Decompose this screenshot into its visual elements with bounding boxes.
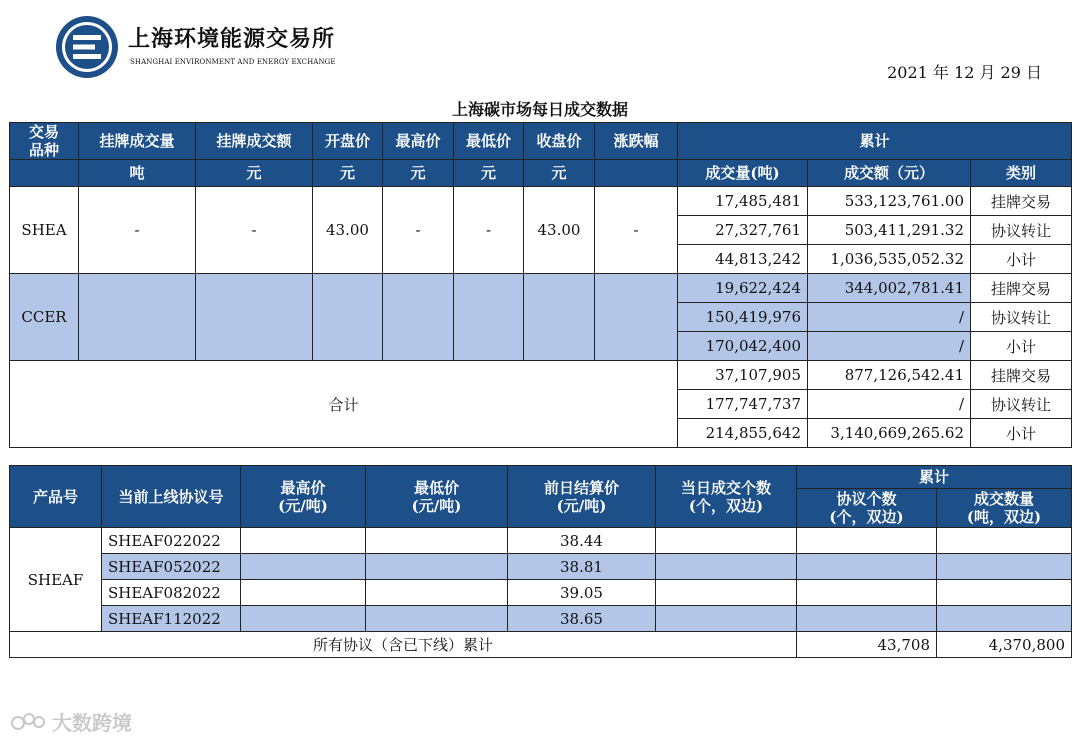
low-price: - [454,187,524,274]
cum-volume: 19,622,424 [678,274,808,303]
cum-count [797,528,937,554]
table-row [10,554,1072,580]
cum-amount: / [808,390,971,419]
col-cum-count-label: 协议个数 [836,490,897,508]
cum-count [797,554,937,580]
col-cum-qty-unit: (吨，双边) [966,508,1042,526]
col-cum-count [797,489,937,528]
table-row [10,606,1072,632]
cum-amount: 533,123,761.00 [808,187,971,216]
col-low-label: 最低价 [413,478,459,497]
listed-volume: - [79,187,196,274]
close-price [524,274,595,361]
low-price [366,528,508,554]
col-cum-qty-label: 成交数量 [973,490,1034,508]
listed-amount [196,274,313,361]
total-label: 合计 [10,361,678,448]
cum-volume: 214,855,642 [678,419,808,448]
col-cum-type: 类别 [971,160,1072,187]
cum-amount: / [808,303,971,332]
cum-qty [937,606,1072,632]
table-unit-row [10,160,1072,187]
high-price [241,580,366,606]
high-price [241,554,366,580]
high-price: - [383,187,454,274]
futures-contract-table [9,465,1072,658]
table-row [10,187,1072,216]
settle-price: 39.05 [508,580,656,606]
col-cum-qty [937,489,1072,528]
low-price [366,580,508,606]
watermark [10,707,132,736]
cum-type: 小计 [971,419,1072,448]
contract-id: SHEAF022022 [102,528,241,554]
cum-type: 挂牌交易 [971,274,1072,303]
change-pct: - [595,187,678,274]
total-cum-count: 43,708 [797,632,937,658]
col-daily-count [656,466,797,528]
unit-listed-amount: 元 [196,160,313,187]
col-low [366,466,508,528]
cum-volume: 170,042,400 [678,332,808,361]
report-date: 2021 年 12 月 29 日 [887,63,1042,82]
col-high [241,466,366,528]
col-high: 最高价 [383,123,454,160]
open-price [313,274,383,361]
table-header-row [10,466,1072,489]
col-count-label: 当日成交个数 [680,478,771,497]
col-open: 开盘价 [313,123,383,160]
unit-high: 元 [383,160,454,187]
unit-open: 元 [313,160,383,187]
org-name-en: SHANGHAI ENVIRONMENT AND ENERGY EXCHANGE [130,58,336,66]
unit-close: 元 [524,160,595,187]
cum-volume: 44,813,242 [678,245,808,274]
cum-type: 挂牌交易 [971,361,1072,390]
cum-qty [937,580,1072,606]
unit-low: 元 [454,160,524,187]
col-cum-amount: 成交额（元） [808,160,971,187]
cum-count [797,606,937,632]
daily-count [656,580,797,606]
col-close: 收盘价 [524,123,595,160]
product-name: SHEA [10,187,79,274]
daily-trading-table [9,122,1072,448]
cum-qty [937,528,1072,554]
col-listed-amount: 挂牌成交额 [196,123,313,160]
contract-id: SHEAF082022 [102,580,241,606]
exchange-logo-icon [55,15,119,79]
open-price: 43.00 [313,187,383,274]
cum-type: 协议转让 [971,390,1072,419]
watermark-text: 大数跨境 [52,711,132,735]
cum-amount: 503,411,291.32 [808,216,971,245]
report-title: 上海碳市场每日成交数据 [451,100,628,119]
org-name-cn: 上海环境能源交易所 [128,26,336,52]
cum-count [797,580,937,606]
cum-volume: 37,107,905 [678,361,808,390]
product-name: CCER [10,274,79,361]
cum-amount: / [808,332,971,361]
col-contract: 当前上线协议号 [102,466,241,528]
contract-id: SHEAF112022 [102,606,241,632]
daily-count [656,606,797,632]
total-cum-qty: 4,370,800 [937,632,1072,658]
col-count-unit: (个，双边) [688,496,764,515]
col-settle-label: 前日结算价 [543,478,619,497]
unit-product [10,160,79,187]
table-row [10,274,1072,303]
cum-volume: 27,327,761 [678,216,808,245]
daily-count [656,554,797,580]
col-cum-count-unit: (个，双边) [829,508,904,526]
total-label: 所有协议（含已下线）累计 [10,632,797,658]
table-row [10,528,1072,554]
cum-amount: 344,002,781.41 [808,274,971,303]
low-price [366,554,508,580]
col-settle [508,466,656,528]
col-cumulative: 累计 [678,123,1072,160]
high-price [383,274,454,361]
col-high-unit: (元/吨) [278,496,328,515]
cum-type: 小计 [971,332,1072,361]
daily-count [656,528,797,554]
col-low-unit: (元/吨) [411,496,462,515]
contract-id: SHEAF052022 [102,554,241,580]
cum-type: 小计 [971,245,1072,274]
col-product-code: 产品号 [10,466,102,528]
settle-price: 38.65 [508,606,656,632]
listed-volume [79,274,196,361]
close-price: 43.00 [524,187,595,274]
cum-volume: 150,419,976 [678,303,808,332]
cum-volume: 177,747,737 [678,390,808,419]
table-header-row [10,123,1072,160]
col-low: 最低价 [454,123,524,160]
col-settle-unit: (元/吨) [556,496,607,515]
unit-listed-volume: 吨 [79,160,196,187]
watermark-logo-icon [10,711,46,733]
col-product: 交易品种 [10,123,79,160]
col-cum-volume: 成交量(吨) [678,160,808,187]
high-price [241,606,366,632]
table-row [10,580,1072,606]
change-pct [595,274,678,361]
settle-price: 38.44 [508,528,656,554]
col-cumulative: 累计 [797,466,1072,489]
col-listed-volume: 挂牌成交量 [79,123,196,160]
cum-amount: 1,036,535,052.32 [808,245,971,274]
col-change: 涨跌幅 [595,123,678,160]
cum-type: 协议转让 [971,303,1072,332]
table-total-row [10,632,1072,658]
settle-price: 38.81 [508,554,656,580]
cum-qty [937,554,1072,580]
low-price [454,274,524,361]
listed-amount: - [196,187,313,274]
table-row [10,361,1072,390]
cum-volume: 17,485,481 [678,187,808,216]
unit-change [595,160,678,187]
cum-amount: 877,126,542.41 [808,361,971,390]
product-code: SHEAF [10,528,102,632]
high-price [241,528,366,554]
low-price [366,606,508,632]
cum-type: 协议转让 [971,216,1072,245]
cum-amount: 3,140,669,265.62 [808,419,971,448]
cum-type: 挂牌交易 [971,187,1072,216]
col-high-label: 最高价 [280,478,326,497]
